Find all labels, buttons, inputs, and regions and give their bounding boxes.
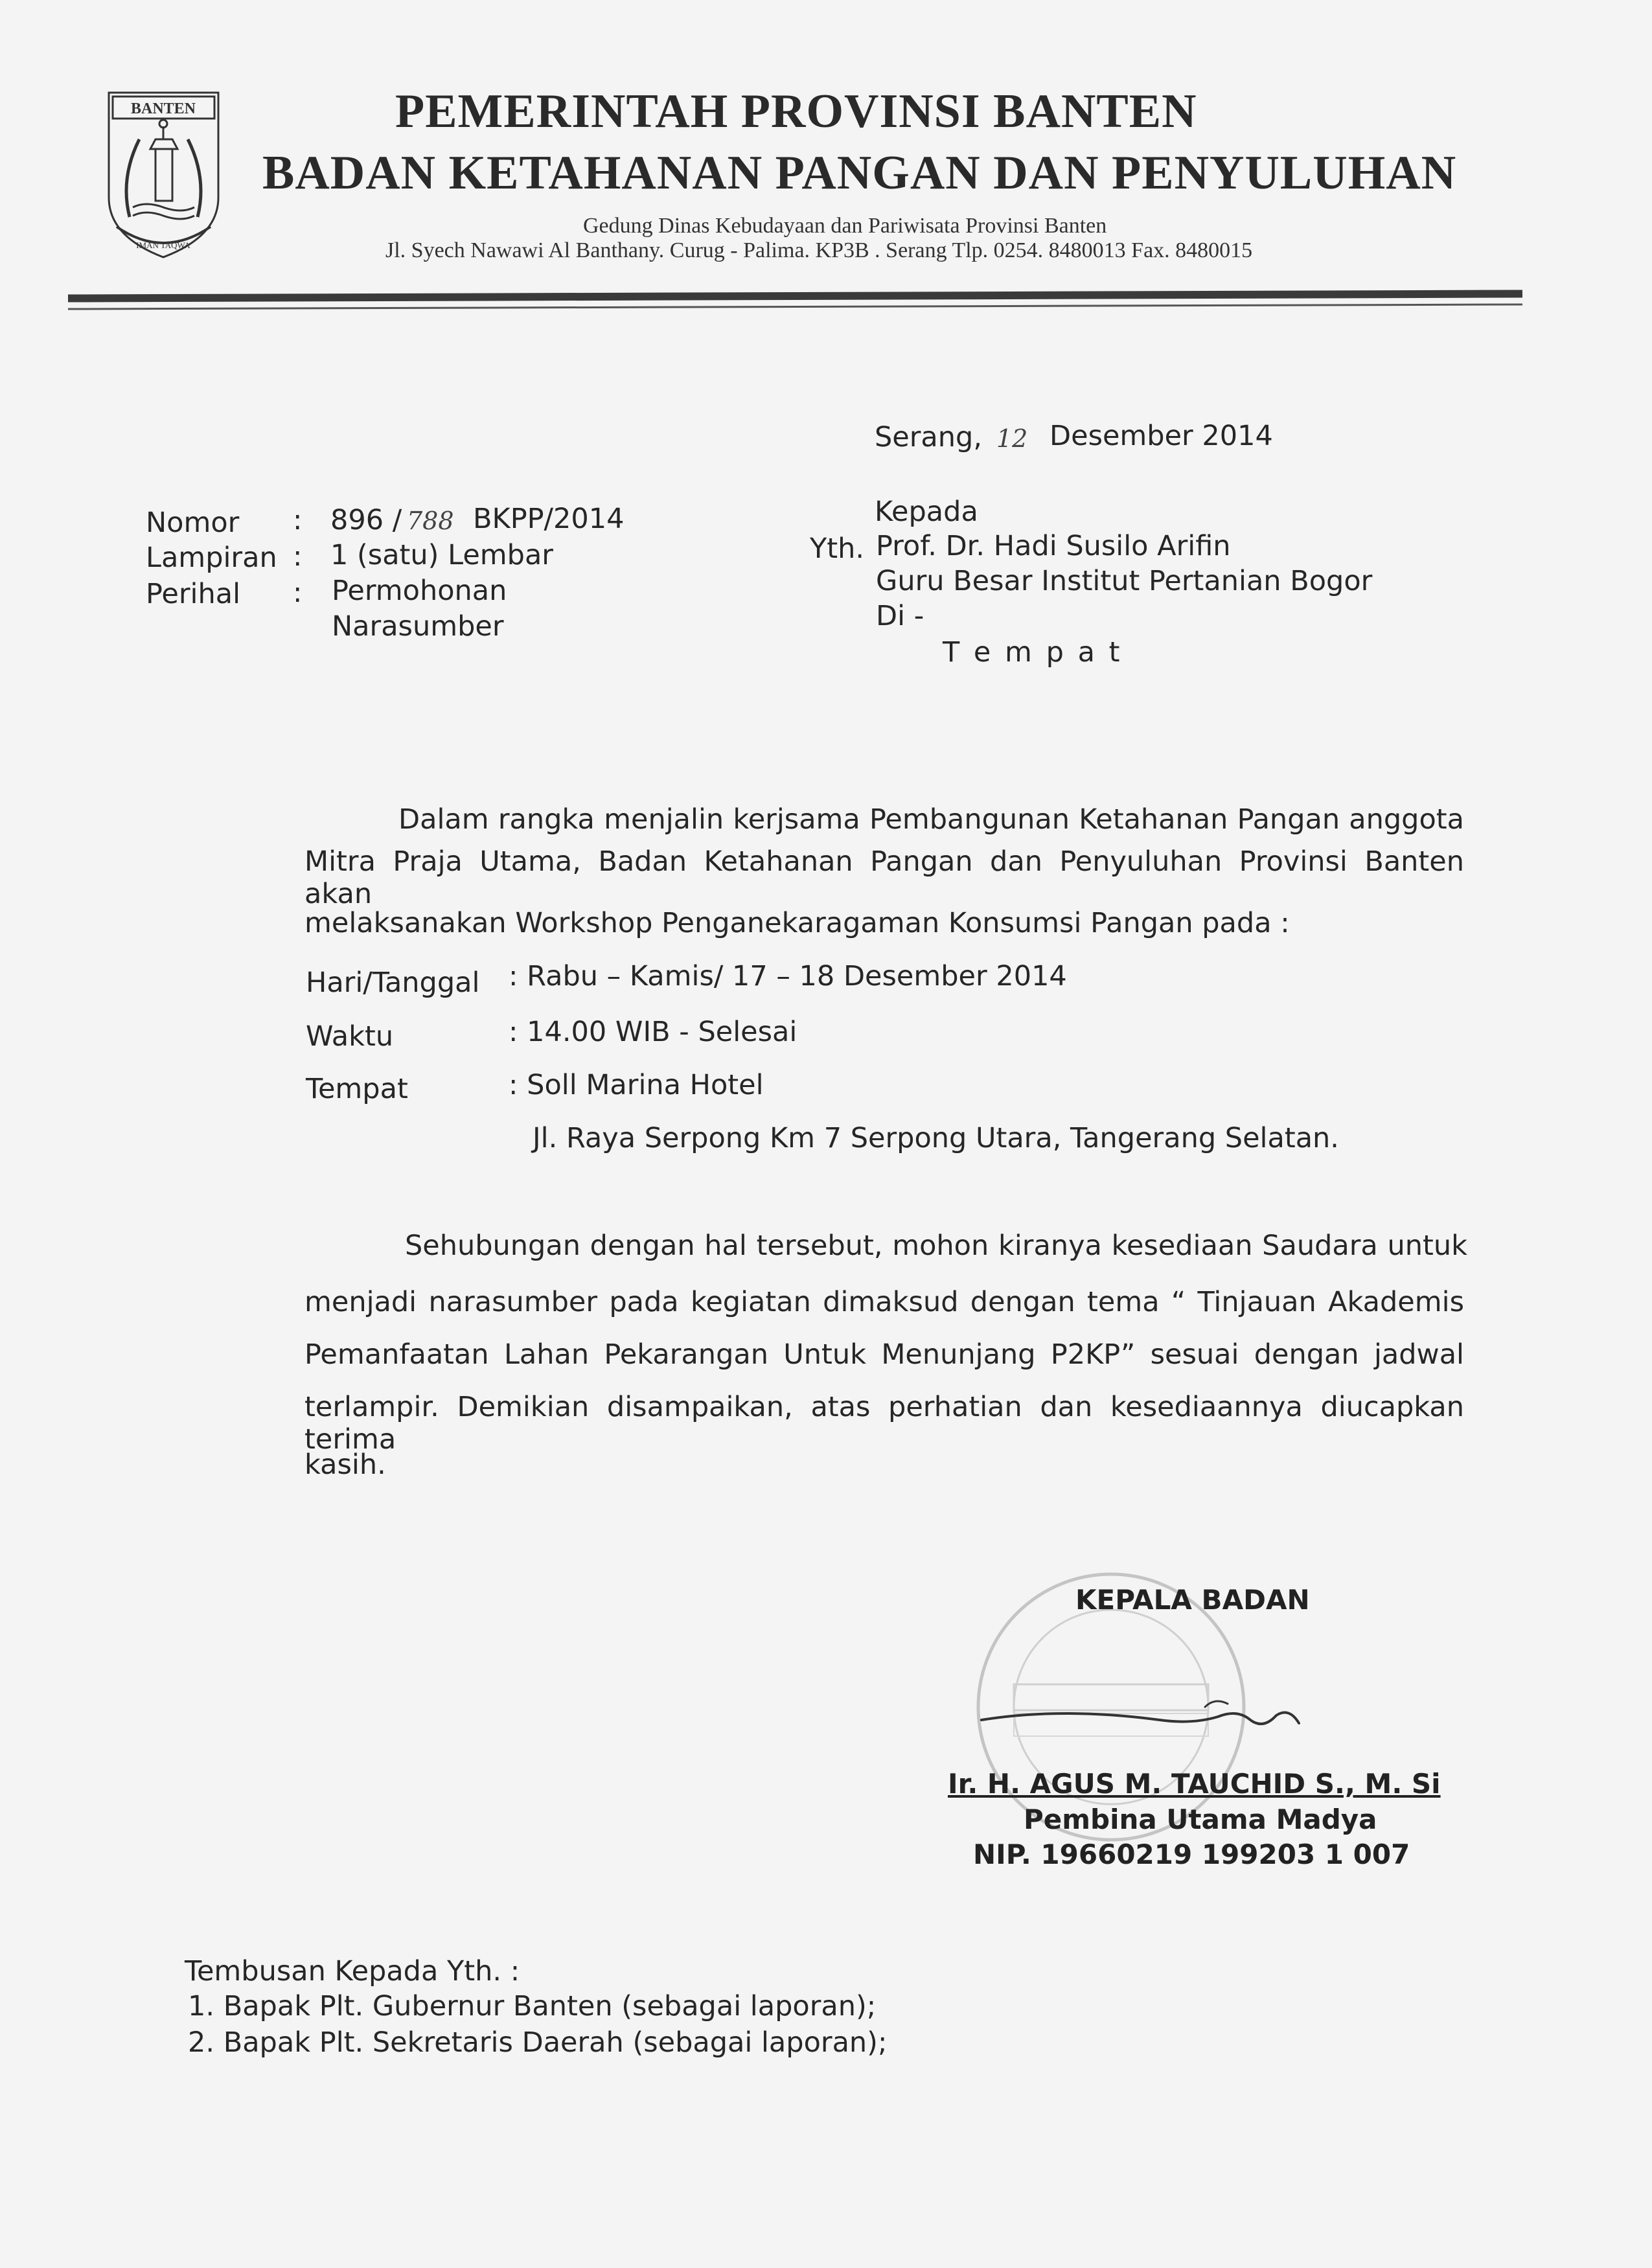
nomor-colon: : — [293, 504, 303, 536]
lampiran-colon: : — [293, 540, 303, 573]
detail-value-waktu: : 14.00 WIB - Selesai — [509, 1016, 797, 1048]
header-rule-thin — [68, 303, 1522, 310]
tembusan-heading: Tembusan Kepada Yth. : — [185, 1955, 520, 1987]
nomor-suffix: BKPP/2014 — [473, 503, 625, 535]
para1-line2: Mitra Praja Utama, Badan Ketahanan Pangan dan Penyuluhan Provinsi Banten akan — [304, 845, 1464, 910]
detail-label-hari: Hari/Tanggal — [306, 967, 480, 999]
date-day-handwritten: 12 — [996, 424, 1028, 453]
recipient-di: Di - — [876, 600, 924, 632]
recipient-yth: Yth. — [810, 533, 865, 565]
recipient-title: Guru Besar Institut Pertanian Bogor — [876, 565, 1373, 597]
venue-address: Jl. Raya Serpong Km 7 Serpong Utara, Tangerang Selatan. — [533, 1122, 1339, 1154]
para2-line3: Pemanfaatan Lahan Pekarangan Untuk Menunjang P2KP” sesuai dengan jadwal — [304, 1338, 1464, 1371]
detail-label-tempat: Tempat — [306, 1073, 408, 1105]
recipient-kepada: Kepada — [875, 496, 978, 528]
signature-rank: Pembina Utama Madya — [1024, 1804, 1377, 1835]
header-rule-thick — [68, 290, 1522, 302]
nomor-prefix: 896 / — [330, 504, 402, 536]
perihal-value-line1: Permohonan — [332, 575, 507, 607]
tembusan-item-1: 1. Bapak Plt. Gubernur Banten (sebagai laporan); — [188, 1990, 877, 2022]
detail-value-tempat: : Soll Marina Hotel — [509, 1069, 764, 1101]
perihal-label: Perihal — [146, 578, 241, 610]
signature-name: Ir. H. AGUS M. TAUCHID S., M. Si — [948, 1768, 1441, 1800]
para1-line3: melaksanakan Workshop Penganekaragaman Konsumsi Pangan pada : — [304, 907, 1290, 939]
signature-nip: NIP. 19660219 199203 1 007 — [973, 1838, 1410, 1870]
recipient-tempat: T e m p a t — [943, 636, 1123, 669]
para2-line2: menjadi narasumber pada kegiatan dimaksud dengan tema “ Tinjauan Akademis — [304, 1286, 1464, 1318]
header-address1: Gedung Dinas Kebudayaan dan Pariwisata Provinsi Banten — [583, 214, 1107, 238]
nomor-label: Nomor — [146, 507, 240, 539]
para2-line1: Sehubungan dengan hal tersebut, mohon kiranya kesediaan Saudara untuk — [405, 1230, 1467, 1262]
perihal-value-line2: Narasumber — [332, 610, 504, 643]
recipient-name: Prof. Dr. Hadi Susilo Arifin — [876, 530, 1231, 562]
header-address2: Jl. Syech Nawawi Al Banthany. Curug - Palima. KP3B . Serang Tlp. 0254. 8480013 Fax. 8480015 — [385, 238, 1253, 262]
date-city: Serang, — [875, 421, 982, 453]
logo-text-bottom: IMAN TAQWA — [136, 240, 190, 250]
para2-line5: kasih. — [304, 1449, 386, 1481]
header-line2: BADAN KETAHANAN PANGAN DAN PENYULUHAN — [262, 146, 1457, 200]
perihal-colon: : — [293, 577, 303, 609]
detail-value-hari: : Rabu – Kamis/ 17 – 18 Desember 2014 — [509, 960, 1067, 992]
lampiran-label: Lampiran — [146, 542, 277, 574]
date-month-year: Desember 2014 — [1050, 420, 1273, 452]
detail-label-waktu: Waktu — [306, 1020, 394, 1053]
para1-line1: Dalam rangka menjalin kerjsama Pembangunan Ketahanan Pangan anggota — [398, 803, 1464, 836]
handwritten-signature — [972, 1684, 1322, 1756]
para2-line4: terlampir. Demikian disampaikan, atas perhatian dan kesediaannya diucapkan terima — [304, 1391, 1464, 1456]
lampiran-value: 1 (satu) Lembar — [330, 539, 553, 571]
nomor-handwritten: 788 — [407, 507, 454, 535]
signature-position: KEPALA BADAN — [1075, 1584, 1310, 1616]
tembusan-item-2: 2. Bapak Plt. Sekretaris Daerah (sebagai laporan); — [188, 2026, 888, 2059]
header-line1: PEMERINTAH PROVINSI BANTEN — [395, 85, 1197, 138]
logo-text-top: BANTEN — [130, 100, 196, 117]
banten-logo — [104, 87, 224, 262]
